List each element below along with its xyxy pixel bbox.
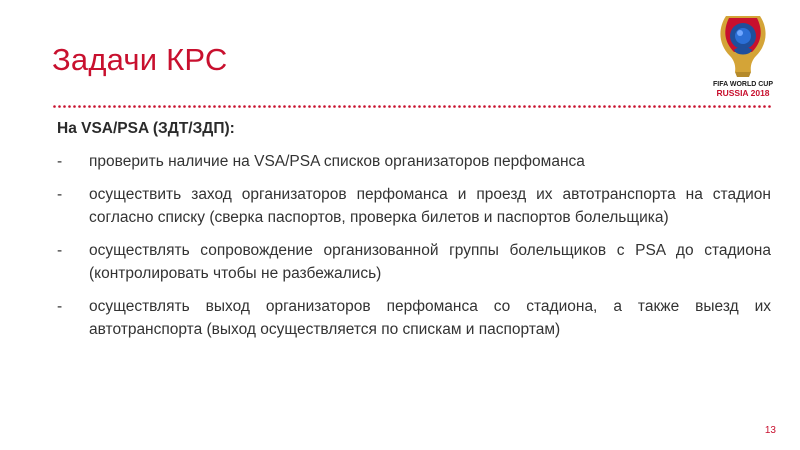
fifa-world-cup-logo [698, 10, 788, 98]
list-item [57, 240, 771, 285]
task-list [57, 151, 771, 342]
logo-line1: FIFA WORLD CUP [712, 81, 774, 88]
page-number: 13 [764, 425, 776, 436]
dotted-divider [52, 104, 772, 109]
world-cup-trophy-emblem-icon [698, 10, 788, 98]
slide-content [57, 118, 771, 352]
subheading: На VSA/PSA (ЗДТ/ЗДП): [57, 120, 235, 137]
list-bullet: - [57, 186, 63, 203]
list-item [57, 184, 771, 229]
list-item [57, 296, 771, 341]
list-bullet: - [57, 242, 63, 259]
list-item-text: осуществить заход организаторов перфоманса и проезд их автотранспорта на стадион согласно списку (сверка паспортов, проверка билетов и паспортов болельщика) [89, 186, 771, 226]
list-bullet: - [57, 298, 63, 315]
list-item-text: осуществлять выход организаторов перфоманса со стадиона, а также выезд их автотранспорта (выход осуществляется по спискам и паспортам) [89, 298, 771, 338]
list-bullet: - [57, 152, 63, 170]
list-item [57, 151, 771, 174]
slide-title: Задачи КРС [52, 42, 228, 77]
list-item-text: осуществлять сопровождение организованной группы болельщиков с PSA до стадиона (контролировать чтобы не разбежались) [89, 242, 771, 282]
list-item-text: проверить наличие на VSA/PSA списков организаторов перфоманса [89, 152, 585, 170]
logo-line2: RUSSIA 2018 [716, 88, 770, 98]
